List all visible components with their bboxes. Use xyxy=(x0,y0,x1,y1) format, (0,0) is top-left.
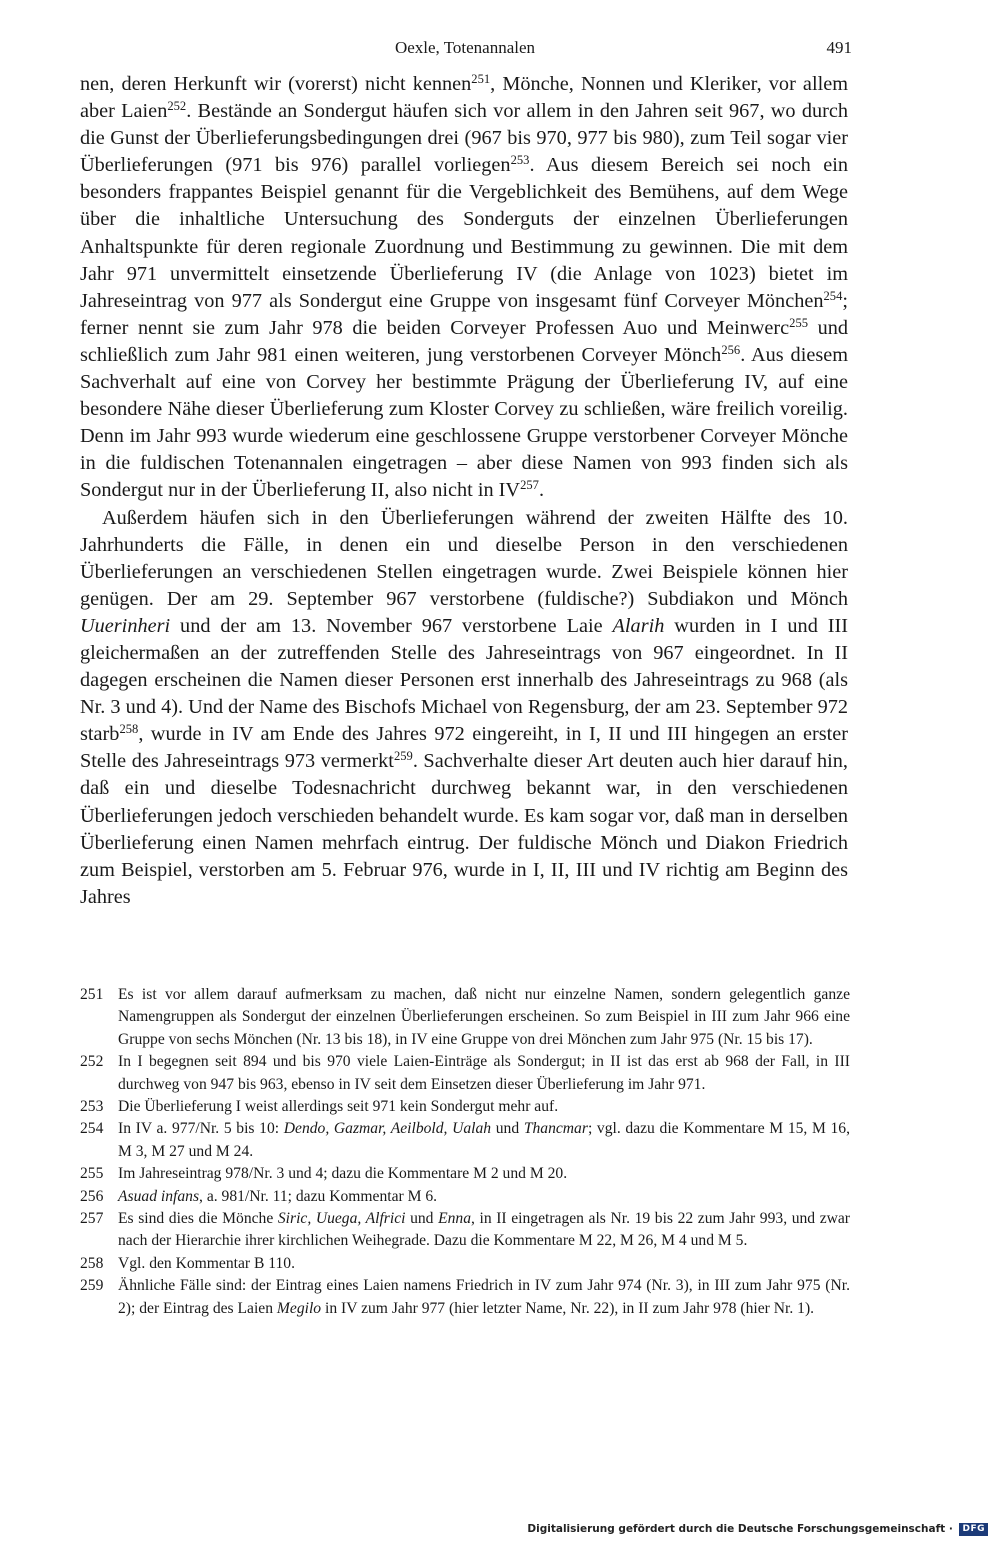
digitization-credit: Digitalisierung gefördert durch die Deutsche Forschungsgemeinschaft · DFG xyxy=(527,1522,988,1536)
footnote-text: Die Überlieferung I weist allerdings seit 971 kein Sondergut mehr auf. xyxy=(118,1098,559,1116)
running-head xyxy=(80,36,850,60)
footnote-ref[interactable]: 256 xyxy=(721,343,741,358)
italic-name: Alarih xyxy=(612,614,665,637)
footnote xyxy=(80,1208,850,1253)
footnote xyxy=(80,1186,850,1208)
paragraph: nen, deren Herkunft wir (vorerst) nicht kennen$^{251}$, Mönche, Nonnen und Kleriker, vor allem aber Laien$^{252}$. Bestände an Sondergut häufen sich vor allem in den Jahren seit 967, wo durch die Gunst der Überlieferungsbedingungen drei (967 bis 970, 977 bis 980), zum Teil sogar vier Überlieferungen (971 bis 976) parallel vorliegen$^{253}$. Aus diesem Bereich sei noch ein besonders frappantes Beispiel genannt für die Vergeblichkeit des Bemühens, auf dem Wege über die inhaltliche Untersuchung des Sonderguts der einzelnen Überlieferungen Anhaltspunkte für deren regionale Zuordnung und Bestimmung zu gewinnen. Die mit dem Jahr 971 unvermittelt einsetzende Überlieferung IV (die Anlage von 1023) bietet im Jahreseintrag von 977 als Sondergut eine Gruppe von insgesamt fünf Corveyer Mönchen$^{254}$; ferner nennt sie zum Jahr 978 die beiden Corveyer Professen Auo und Meinwerc$^{255}$ und schließlich zum Jahr 981 einen weiteren, jung verstorbenen Corveyer Mönch$^{256}$. Aus diesem Sachverhalt auf eine von Corvey her bestimmte Prägung der Überlieferung IV, auf eine besondere Nähe dieser Überlieferung zum Kloster Corvey zu schließen, wäre freilich voreilig. Denn im Jahr 993 wurde wiederum eine geschlossene Gruppe verstorbener Corveyer Mönche in die fuldischen Totenannalen eingetragen – aber diese Namen von 993 finden sich als Sondergut nur in der Überlieferung II, also nicht in IV$^{257}$. xyxy=(80,72,849,502)
credit-text: Digitalisierung gefördert durch die Deutsche Forschungsgemeinschaft xyxy=(527,1523,946,1535)
footnote-text: Es ist vor allem darauf aufmerksam zu machen, daß nicht nur einzelne Namen, sondern gelegentlich ganze Namengruppen als Sondergut der einzelnen Überlieferungen erscheinen. So zum Beispiel in III zum Jahr 966 eine Gruppe von sechs Mönchen (Nr. 13 bis 18), in IV eine Gruppe von drei Mönchen zum Jahr 975 (Nr. 15 bis 17). xyxy=(118,986,850,1048)
italic-name: Enna xyxy=(438,1210,471,1228)
footnote-text: In IV a. 977/Nr. 5 bis 10: Dendo, Gazmar, Aeilbold, Ualah und Thancmar; vgl. dazu die Kommentare M 15, M 16, M 3, M 27 und M 24. xyxy=(118,1120,850,1160)
italic-name: Asuad infans xyxy=(118,1187,200,1205)
italic-name: Uuerinheri xyxy=(80,614,171,637)
footnote-number: 256 xyxy=(80,1187,104,1205)
running-title: Oexle, Totenannalen xyxy=(394,38,536,57)
footnote xyxy=(80,1051,850,1096)
italic-name: Megilo xyxy=(276,1299,322,1317)
dfg-logo: DFG xyxy=(959,1523,988,1536)
body-text xyxy=(80,71,848,911)
italic-name: Dendo, Gazmar, Aeilbold, Ualah xyxy=(283,1120,492,1138)
footnote-text: Es sind dies die Mönche Siric, Uuega, Alfrici und Enna, in II eingetragen als Nr. 19 bis 22 zum Jahr 993, und zwar nach der Hierarchie ihrer kirchlichen Weihegrade. Dazu die Kommentare M 22, M 26, M 4 und M 5. xyxy=(118,1210,850,1250)
footnote-number: 258 xyxy=(80,1254,104,1272)
italic-name: Thancmar xyxy=(523,1120,588,1138)
footnote-number: 254 xyxy=(80,1120,104,1138)
footnote-number: 252 xyxy=(80,1053,104,1071)
footnote xyxy=(80,1096,850,1118)
footnote-number: 255 xyxy=(80,1165,104,1183)
footnote xyxy=(80,1253,850,1275)
footnote-text: Asuad infans, a. 981/Nr. 11; dazu Kommentar M 6. xyxy=(118,1187,438,1205)
italic-name: Siric, Uuega, Alfrici xyxy=(277,1210,406,1228)
page-number: 491 xyxy=(826,38,852,57)
footnote-number: 253 xyxy=(80,1098,104,1116)
footnote-ref[interactable]: 252 xyxy=(167,99,187,114)
footnote-text: In I begegnen seit 894 und bis 970 viele Laien-Einträge als Sondergut; in II ist das erst ab 968 der Fall, in III durchweg von 947 bis 963, ebenso in IV seit dem Einsetzen dieser Überlieferung im Jahr 971. xyxy=(118,1053,850,1093)
footnote-ref[interactable]: 251 xyxy=(471,72,491,87)
footnote-ref[interactable]: 253 xyxy=(510,153,530,168)
footnote xyxy=(80,984,850,1051)
footnote-text: Ähnliche Fälle sind: der Eintrag eines Laien namens Friedrich in IV zum Jahr 974 (Nr. 3), in III zum Jahr 975 (Nr. 2); der Eintrag des Laien Megilo in IV zum Jahr 977 (hier letzter Name, Nr. 22), in II zum Jahr 978 (hier Nr. 1). xyxy=(118,1277,850,1317)
footnote-ref[interactable]: 254 xyxy=(823,288,843,303)
footnote-number: 257 xyxy=(80,1210,104,1228)
footnote-text: Im Jahreseintrag 978/Nr. 3 und 4; dazu die Kommentare M 2 und M 20. xyxy=(118,1165,568,1183)
footnote-number: 251 xyxy=(80,986,104,1003)
footnotes xyxy=(80,984,850,1320)
footnote-ref[interactable]: 257 xyxy=(520,478,539,493)
footnote-ref[interactable]: 255 xyxy=(789,315,809,330)
footnote-ref[interactable]: 258 xyxy=(119,722,139,737)
footnote xyxy=(80,1118,850,1163)
footnote-ref[interactable]: 259 xyxy=(393,749,413,764)
paragraph: Außerdem häufen sich in den Überlieferungen während der zweiten Hälfte des 10. Jahrhunderts die Fälle, in denen ein und dieselbe Person in den verschiedenen Überlieferungen an verschiedenen Stellen eingetragen wurde. Zwei Beispiele können hier genügen. Der am 29. September 967 verstorbene (fuldische?) Subdiakon und Mönch Uuerinheri und der am 13. November 967 verstorbene Laie Alarih wurden in I und III gleichermaßen an der zutreffenden Stelle des Jahreseintrags von 967 eingeordnet. In II dagegen erscheinen die Namen dieser Personen erst innerhalb des Jahreseintrags zu 968 (als Nr. 3 und 4). Und der Name des Bischofs Michael von Regensburg, der am 23. September 972 starb$^{258}$, wurde in IV am Ende des Jahres 972 eingereiht, in I, II und III hingegen an erster Stelle des Jahreseintrags 973 vermerkt$^{259}$. Sachverhalte dieser Art deuten auch hier darauf hin, daß ein und dieselbe Todesnachricht durchweg bekannt war, in den verschiedenen Überlieferungen jedoch verschieden behandelt wurde. Es kam sogar vor, daß man in derselben Überlieferung einen Namen mehrfach eintrug. Der fuldische Mönch und Diakon Friedrich zum Beispiel, verstorben am 5. Februar 976, wurde in I, II, III und IV richtig am Beginn des Jahres xyxy=(80,506,849,908)
footnote-text: Vgl. den Kommentar B 110. xyxy=(118,1254,295,1272)
footnote xyxy=(80,1163,850,1185)
footnote xyxy=(80,1275,850,1320)
footnote-number: 259 xyxy=(80,1277,104,1295)
